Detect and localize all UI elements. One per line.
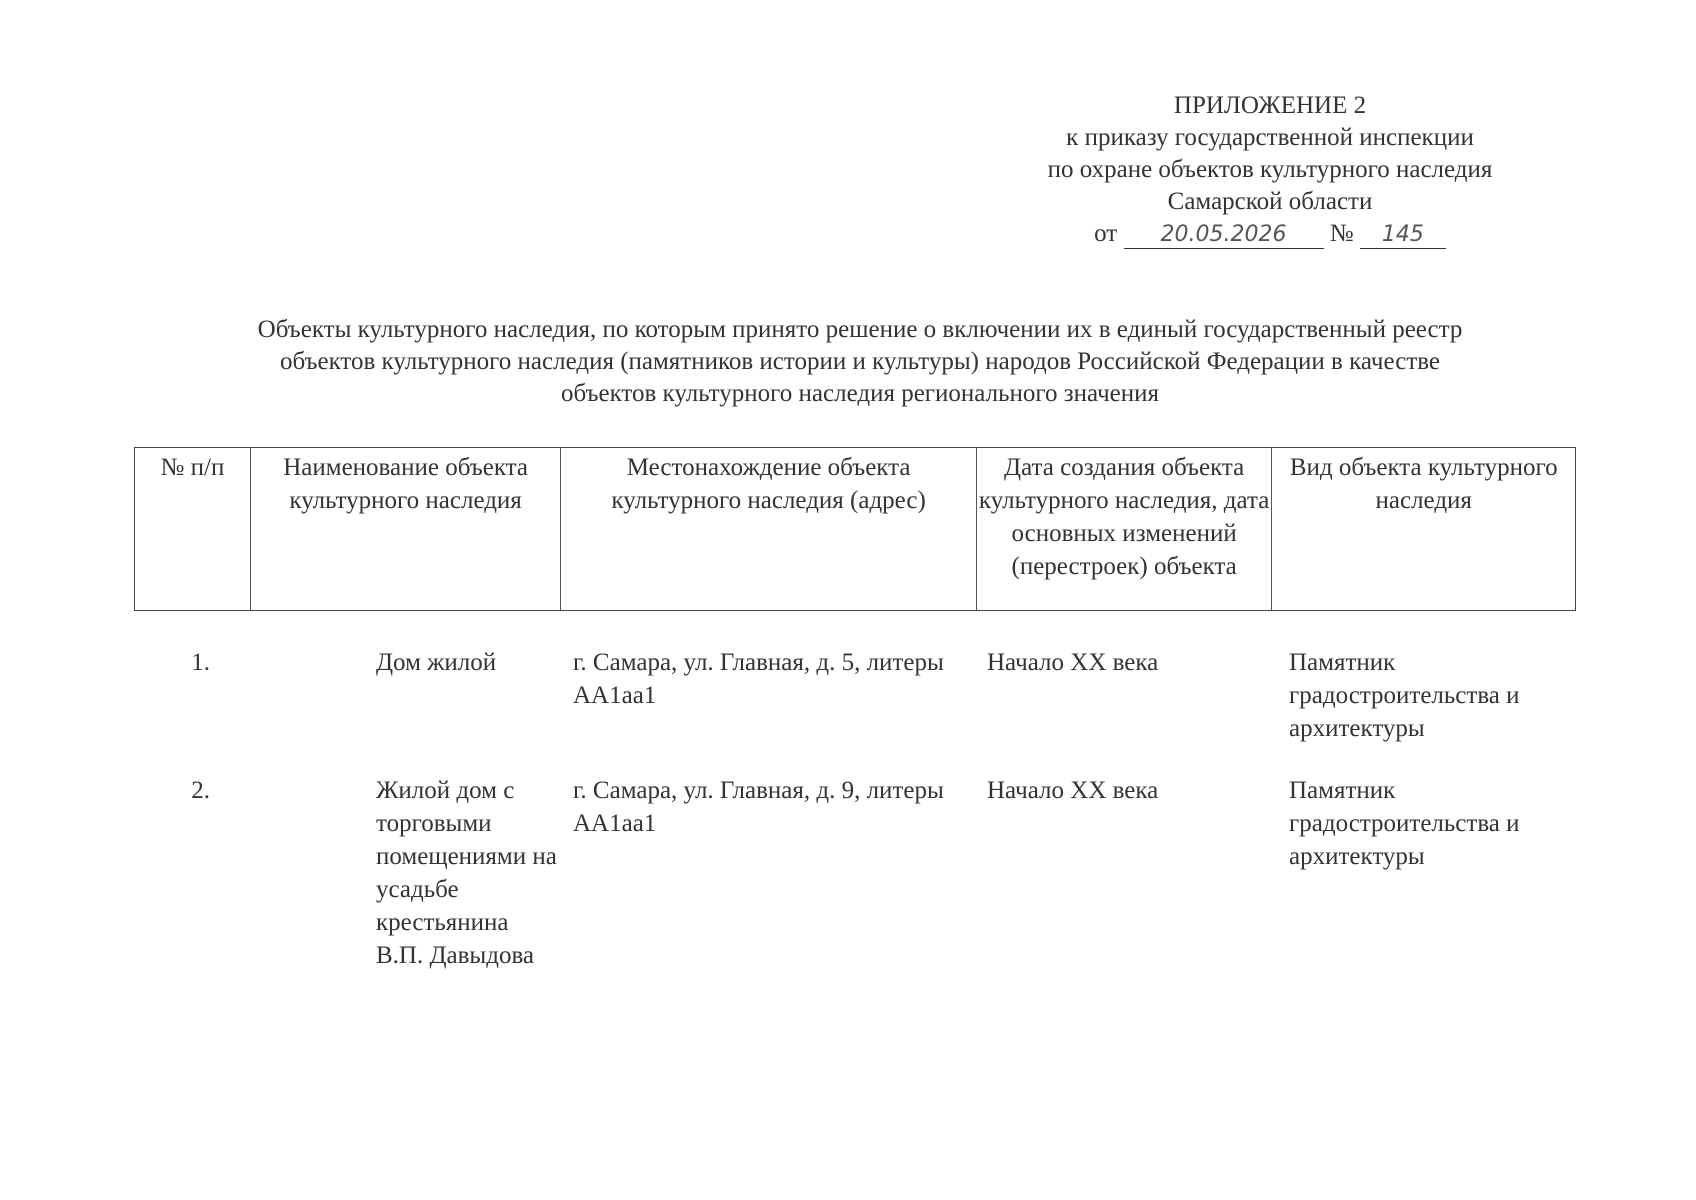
title-line-3: объектов культурного наследия регионального значения	[560, 380, 1160, 407]
title-line-1: Объекты культурного наследия, по которым принято решение о включении их в единый государственный реестр	[257, 316, 1463, 343]
row-address: г. Самара, ул. Главная, д. 9, литеры АА1аа1	[573, 777, 944, 837]
table-row	[134, 774, 1576, 972]
row-name: Дом жилой	[376, 649, 497, 676]
header-date: Дата создания объекта культурного наследия, дата основных изменений (перестроек) объекта	[977, 448, 1273, 610]
header-number: № п/п	[135, 448, 251, 610]
date-prefix: от	[1094, 220, 1118, 247]
appendix-line-3: Самарской области	[1167, 188, 1373, 215]
row-date: Начало XX века	[987, 777, 1159, 804]
document-title	[150, 314, 1570, 410]
header-kind: Вид объекта культурного наследия	[1289, 454, 1558, 514]
row-date: Начало XX века	[987, 649, 1159, 676]
handwritten-date: 20.05.2026	[1124, 222, 1324, 249]
row-address: г. Самара, ул. Главная, д. 5, литеры АА1аа1	[573, 649, 944, 709]
table-row	[134, 646, 1576, 745]
header-address: Местонахождение объекта культурного наследия (адрес)	[561, 448, 976, 610]
title-line-2: объектов культурного наследия (памятников истории и культуры) народов Российской Федерации в качестве	[279, 348, 1441, 375]
table-header	[134, 447, 1576, 611]
appendix-block	[960, 90, 1580, 250]
handwritten-number: 145	[1360, 222, 1446, 249]
appendix-title: ПРИЛОЖЕНИЕ 2	[1173, 92, 1367, 119]
row-kind: Памятник градостроительства и архитектуры	[1289, 777, 1520, 870]
row-number: 2.	[191, 777, 210, 804]
row-name: Жилой дом с торговыми помещениями на усадьбе крестьянина В.П. Давыдова	[376, 777, 557, 969]
row-kind: Памятник градостроительства и архитектуры	[1289, 649, 1520, 742]
appendix-line-2: по охране объектов культурного наследия	[1047, 156, 1493, 183]
row-number: 1.	[191, 649, 210, 676]
order-date-number-line	[960, 218, 1580, 250]
appendix-line-1: к приказу государственной инспекции	[1066, 124, 1474, 151]
header-name: Наименование объекта культурного наследия	[251, 448, 562, 610]
table-body	[134, 646, 1576, 972]
number-prefix: №	[1329, 220, 1354, 247]
